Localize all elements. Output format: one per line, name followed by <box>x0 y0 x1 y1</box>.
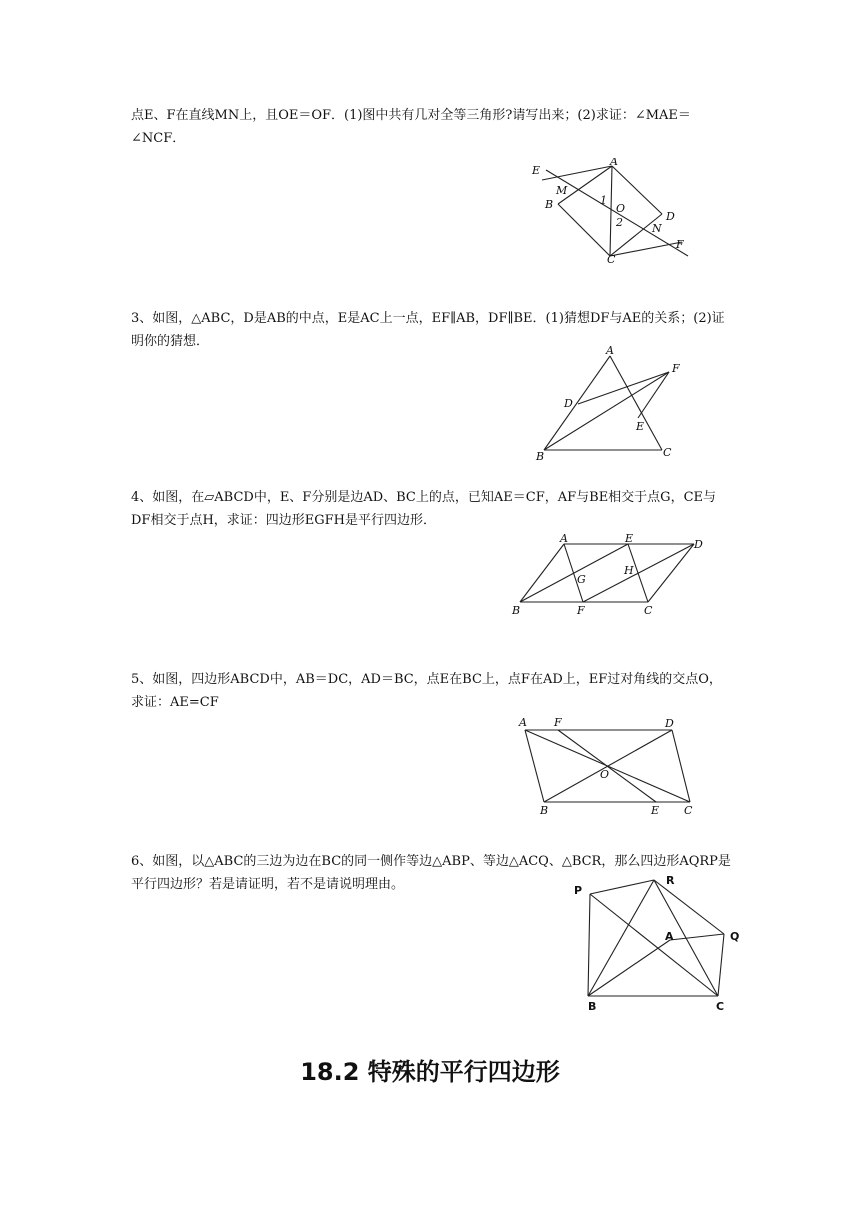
p2-label-1: 1 <box>600 194 607 207</box>
p5-label-E: E <box>651 804 660 817</box>
problem-2-text: 点E、F在直线MN上，且OE＝OF．(1)图中共有几对全等三角形?请写出来；(2)求证：∠MAE＝∠NCF． <box>131 108 691 146</box>
problem-4-figure <box>508 530 713 620</box>
p4-label-B: B <box>512 604 521 617</box>
p4-label-E: E <box>625 532 634 545</box>
p2-label-F: F <box>676 238 684 251</box>
p2-label-B: B <box>545 198 554 211</box>
problem-4-text: 4、如图，在▱ABCD中，E、F分别是边AD、BC上的点，已知AE＝CF，AF与BE相交于点G，CE与DF相交于点H，求证：四边形EGFH是平行四边形． <box>131 490 717 528</box>
p4-label-H: H <box>624 564 634 577</box>
problem-5-text: 5、如图，四边形ABCD中，AB＝DC，AD＝BC，点E在BC上，点F在AD上，EF过对角线的交点O，求证：AE=CF <box>131 672 722 710</box>
problem-3-figure <box>530 344 690 462</box>
section-title: 18.2 特殊的平行四边形 <box>300 1058 560 1086</box>
p2-label-C: C <box>607 253 616 264</box>
p6-label-B: B <box>588 1000 597 1013</box>
p5-label-A: A <box>519 716 527 729</box>
p3-label-A: A <box>606 344 614 357</box>
p3-label-F: F <box>672 362 680 375</box>
p5-label-B: B <box>540 804 549 817</box>
p3-label-C: C <box>663 446 672 459</box>
problem-6-text: 6、如图，以△ABC的三边为边在BC的同一侧作等边△ABP、等边△ACQ、△BCR，那么四边形AQRP是平行四边形？若是请证明，若不是请说明理由。 <box>131 854 731 892</box>
p2-label-N: N <box>652 222 662 235</box>
p6-label-P: P <box>574 884 583 897</box>
p2-label-D: D <box>666 210 675 223</box>
p2-label-A: A <box>610 158 618 168</box>
p5-label-D: D <box>665 717 674 730</box>
p5-label-O: O <box>600 768 610 781</box>
problem-2-figure <box>528 158 698 264</box>
p2-label-E: E <box>532 164 541 177</box>
p4-label-D: D <box>694 538 703 551</box>
p2-label-2: 2 <box>616 216 623 229</box>
p6-label-Q: Q <box>730 930 740 943</box>
p4-label-A: A <box>560 532 568 545</box>
problem-3-text: 3、如图，△ABC，D是AB的中点，E是AC上一点，EF∥AB，DF∥BE．(1)猜想DF与AE的关系；(2)证明你的猜想． <box>131 311 725 349</box>
p5-label-C: C <box>684 804 693 817</box>
p4-label-F: F <box>577 604 585 617</box>
p3-label-B: B <box>536 450 545 462</box>
p2-label-O: O <box>616 202 626 215</box>
p6-label-A: A <box>665 930 674 943</box>
p4-label-G: G <box>577 573 586 586</box>
p6-label-R: R <box>666 874 675 887</box>
p2-label-M: M <box>556 184 568 197</box>
p3-label-D: D <box>564 397 573 410</box>
problem-6-figure <box>570 868 750 1016</box>
p4-label-C: C <box>644 604 653 617</box>
p5-label-F: F <box>554 716 562 729</box>
p6-label-C: C <box>716 1000 725 1013</box>
problem-5-figure <box>512 714 702 820</box>
p3-label-E: E <box>636 420 645 433</box>
